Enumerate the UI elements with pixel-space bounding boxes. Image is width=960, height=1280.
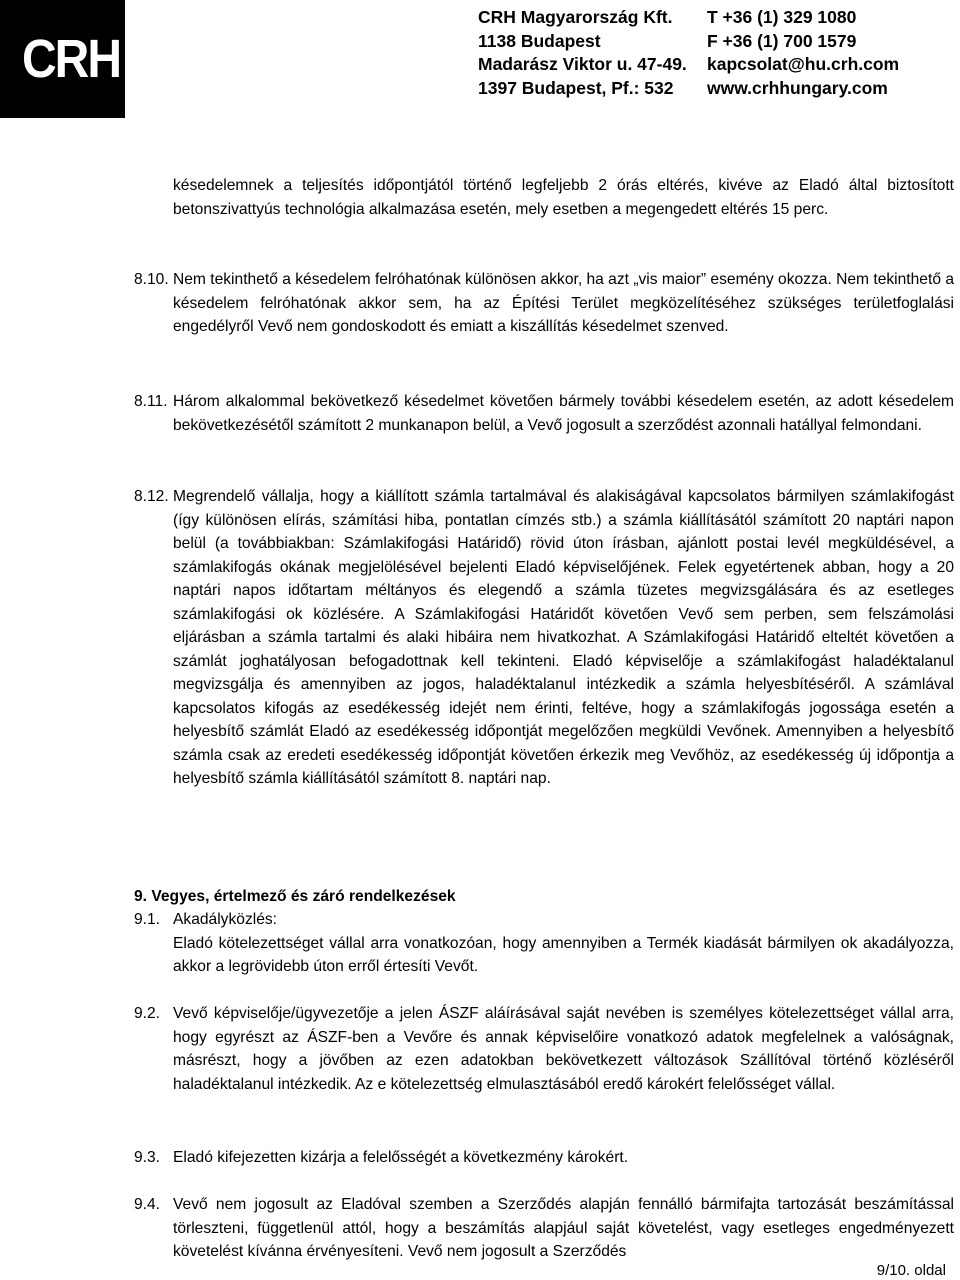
section-number: 9.3. <box>134 1149 161 1166</box>
address-line-3: 1397 Budapest, Pf.: 532 <box>478 77 674 98</box>
section-number: 8.10. <box>134 271 169 288</box>
address-line-1: 1138 Budapest <box>478 30 601 51</box>
section-number: 9.2. <box>134 1005 161 1022</box>
fax: F +36 (1) 700 1579 <box>707 30 857 51</box>
email-link[interactable]: kapcsolat@hu.crh.com <box>707 54 900 74</box>
company-contact-block <box>707 6 899 100</box>
section-number: 8.12. <box>134 488 169 505</box>
section-number: 9.1. <box>134 911 161 928</box>
section-9-2 <box>134 1002 954 1096</box>
section-text: Vevő nem jogosult az Eladóval szemben a Szerződés alapján fennálló bármifajta tartozását beszámítással törleszteni, függetlenül attól, hogy a beszámítás alapjául saját követelést, vagy esetleges engedményezett követelést kívánna érvényesíteni. Vevő nem jogosult a Szerződés <box>173 1196 954 1260</box>
section-8-11 <box>134 390 954 437</box>
section-9-1 <box>134 908 954 979</box>
section-text: Három alkalommal bekövetkező késedelmet követően bármely további késedelem esetén, az adott késedelem bekövetkezésétől számított 2 munkanapon belül, a Vevő jogosult a szerződést azonnali hatállyal felmondani. <box>173 393 954 434</box>
section-9-4 <box>134 1193 954 1264</box>
section-text: Eladó kötelezettséget vállal arra vonatkozóan, hogy amennyiben a Termék kiadását bármilyen ok akadályozza, akkor a legrövidebb úton erről értesíti Vevőt. <box>173 934 954 975</box>
section-text: Eladó kifejezetten kizárja a felelősségét a következmény károkért. <box>173 1149 629 1166</box>
section-title: Akadályközlés: <box>173 911 278 928</box>
section-text: Megrendelő vállalja, hogy a kiállított számla tartalmával és alakiságával kapcsolatos bármilyen számlakifogást (így különösen elírás, számítási hiba, pontatlan címzés stb.) a számla kiállításától számított 20 naptári napon belül (a továbbiakban: Számlakifogási Határidő) rövid úton írásban, ajánlott postai levél megküldésével, a számlakifogás okának megjelölésével bejelenti Eladó képviselőjének. Felek egyetértenek abban, hogy a 20 naptári napos időtartam méltányos és elegendő a számla tüzetes megvizsgálására és az esetleges számlakifogási ok közlésére. A Számlakifogási Határidőt követően Vevő sem perben, sem felszámolási eljárásban a számla tartalmi és alaki hibáira nem hivatkozhat. A Számlakifogási Határidő elteltét követően a számlát joghatályosan befogadottnak kell tekinteni. Eladó képviselője a számlakifogást haladéktalanul megvizsgálja és amennyiben az jogos, haladéktalanul intézkedik a számla helyesbítéséről. A számlával kapcsolatos kifogás az esedékesség idejét nem érinti, feltéve, hogy a számlakifogás jogossága esetén a helyesbítő számlát Eladó az esedékesség időpontját megelőzően megküldi Vevőnek. Amennyiben a helyesbítő számla csak az eredeti esedékesség időpontját követően érkezik meg Vevőhöz, az esedékesség új időpontja a helyesbítő számla kiállításától számított 8. naptári nap. <box>173 488 954 787</box>
section-9-3 <box>134 1146 954 1170</box>
section-text: Nem tekinthető a késedelem felróhatónak különösen akkor, ha azt „vis maior” esemény okozza. Nem tekinthető a késedelem felróhatónak akkor sem, ha az Építési Terület megközelítéséhez szükséges területfoglalási engedélyről Vevő nem gondoskodott és emiatt a kiszállítás késedelmet szenved. <box>173 271 954 335</box>
crh-logo <box>0 0 125 118</box>
website-link[interactable]: www.crhhungary.com <box>707 77 888 98</box>
company-name: CRH Magyarország Kft. <box>478 7 673 27</box>
section-number: 9.4. <box>134 1196 161 1213</box>
company-address-block <box>478 6 687 100</box>
page-number: 9/10. oldal <box>876 1262 946 1279</box>
intro-paragraph: késedelemnek a teljesítés időpontjától történő legfeljebb 2 órás eltérés, kivéve az Eladó által biztosított betonszivattyús technológia alkalmazása esetén, mely esetben a megengedett eltérés 15 perc. <box>173 177 954 218</box>
logo-text: CRH <box>22 29 120 90</box>
phone: T +36 (1) 329 1080 <box>707 7 857 27</box>
section-9-heading: 9. Vegyes, értelmező és záró rendelkezések <box>134 888 456 905</box>
section-8-10 <box>134 268 954 339</box>
section-8-12 <box>134 485 954 791</box>
address-line-2: Madarász Viktor u. 47-49. <box>478 54 687 74</box>
section-number: 8.11. <box>134 393 168 410</box>
section-text: Vevő képviselője/ügyvezetője a jelen ÁSZF aláírásával saját nevében is személyes kötelezettséget vállal arra, hogy egyrészt az ÁSZF-ben a Vevőre és annak képviselőire vonatkozó adatok megfelelnek a valóságnak, másrészt, hogy a jövőben az ezen adatokban bekövetkezett változások Szállítóval történő közléséről haladéktalanul intézkedik. Az e kötelezettség elmulasztásából eredő károkért felelősséget vállal. <box>173 1005 954 1093</box>
